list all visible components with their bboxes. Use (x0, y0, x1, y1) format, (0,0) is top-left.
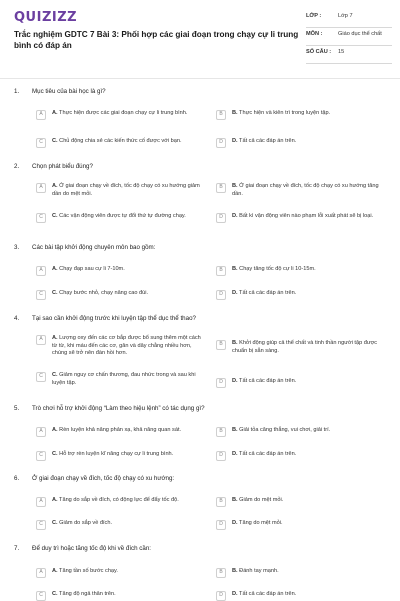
option-label: Tăng do mệt mỏi. (239, 520, 283, 526)
option-text (232, 290, 382, 298)
option-label: Lượng oxy đến các cơ bắp được bổ sung thêm một cách từ từ, khi máu đến các cơ, gân và dây chằng nhiều hơn, chúng sẽ trở nên đàn hồi hơn. (52, 335, 201, 356)
question-text (14, 475, 174, 482)
question-text (14, 545, 151, 552)
option-letter: C. (52, 213, 58, 219)
option-letter: A. (52, 266, 58, 272)
option-letter: C. (52, 372, 58, 378)
option-letter-box[interactable]: B (216, 110, 226, 120)
question-label: Ở giai đoạn chạy về đích, tốc độ chạy có xu hướng: (32, 475, 175, 482)
option-text (232, 451, 382, 459)
option-text (52, 372, 202, 387)
option-text (52, 335, 202, 358)
option-letter-box[interactable]: A (36, 266, 46, 276)
answer-option[interactable] (216, 497, 382, 507)
option-label: Chạy đạp sau cự li 7-10m. (59, 266, 125, 272)
page-title: Trắc nghiệm GDTC 7 Bài 3: Phối hợp các giai đoạn trong chạy cự li trung bình có đáp án (14, 30, 299, 50)
quizizz-logo: QUIZIZZ (14, 10, 78, 25)
answer-option[interactable] (36, 213, 202, 223)
option-text (52, 290, 202, 298)
answer-option[interactable] (36, 183, 202, 198)
option-label: Tăng do sắp về đích, có động lực để đẩy tốc độ. (59, 497, 179, 503)
option-letter: B. (232, 183, 238, 189)
option-text (232, 378, 382, 386)
question-text (14, 405, 205, 412)
option-label: Tất cả các đáp án trên. (239, 591, 297, 597)
option-letter-box[interactable]: C (36, 138, 46, 148)
option-letter: B. (232, 497, 238, 503)
option-label: Chủ động chia sẻ các kiến thức cố được với bạn. (59, 138, 182, 144)
option-letter: B. (232, 110, 238, 116)
option-letter-box[interactable]: D (216, 591, 226, 601)
option-label: Ở giai đoạn chạy về đích, tốc độ chạy có xu hướng giảm dần do mệt mỏi. (52, 183, 200, 197)
option-letter: A. (52, 497, 58, 503)
option-letter-box[interactable]: B (216, 497, 226, 507)
option-text (52, 591, 202, 599)
question-label: Chọn phát biểu đúng? (32, 163, 93, 170)
answer-option[interactable] (216, 290, 382, 300)
option-text (52, 183, 202, 198)
option-letter-box[interactable]: D (216, 138, 226, 148)
option-letter: D. (232, 591, 238, 597)
option-letter: C. (52, 591, 58, 597)
question-text (14, 163, 93, 170)
info-value: 15 (338, 49, 345, 55)
option-label: Rèn luyện khả năng phản xạ, khả năng quan sát. (59, 427, 182, 433)
option-text (232, 110, 382, 118)
option-letter: C. (52, 290, 58, 296)
answer-option[interactable] (36, 290, 202, 300)
question-label: Các bài tập khởi động chuyên môn bao gồm: (32, 244, 156, 251)
option-text (232, 591, 382, 599)
answer-option[interactable] (216, 520, 382, 530)
answer-option[interactable] (216, 451, 382, 461)
option-letter: B. (232, 266, 238, 272)
option-letter-box[interactable]: C (36, 451, 46, 461)
option-text (52, 520, 202, 528)
answer-option[interactable] (36, 110, 202, 120)
header-divider (0, 78, 400, 79)
option-letter-box[interactable]: A (36, 110, 46, 120)
option-label: Khởi động giúp cả thể chất và tinh thần người tập được chuẩn bị sẵn sàng. (232, 340, 378, 354)
option-letter: C. (52, 138, 58, 144)
option-letter-box[interactable]: D (216, 520, 226, 530)
option-label: Bất kì vận động viên nào phạm lỗi xuất phát sẽ bị loại. (239, 213, 374, 219)
option-text (52, 497, 202, 505)
answer-option[interactable] (216, 138, 382, 148)
option-letter: C. (52, 451, 58, 457)
option-label: Giảm nguy cơ chấn thương, đau nhức trong và sau khi luyện tập. (52, 372, 196, 386)
answer-option[interactable] (216, 213, 382, 223)
question-number: 4. (14, 315, 20, 322)
answer-option[interactable] (36, 266, 202, 276)
option-letter: A. (52, 110, 58, 116)
option-letter: D. (232, 138, 238, 144)
question-number: 2. (14, 163, 20, 170)
question-label: Tại sao cần khởi động trước khi luyện tập thể dục thể thao? (32, 315, 196, 322)
answer-option[interactable] (216, 266, 382, 276)
answer-option[interactable] (36, 372, 202, 387)
option-label: Tất cả các đáp án trên. (239, 451, 297, 457)
option-label: Chạy bước nhỏ, chạy nâng cao đùi. (59, 290, 149, 296)
option-label: Tăng tần số bước chạy. (59, 568, 118, 574)
option-letter-box[interactable]: C (36, 591, 46, 601)
option-letter: A. (52, 183, 58, 189)
option-letter: D. (232, 378, 238, 384)
question-number: 1. (14, 88, 20, 95)
option-letter-box[interactable]: A (36, 335, 46, 345)
question-number: 6. (14, 475, 20, 482)
option-text (232, 497, 382, 505)
option-letter-box[interactable]: C (36, 213, 46, 223)
question-number: 3. (14, 244, 20, 251)
answer-option[interactable] (36, 138, 202, 148)
question-number: 5. (14, 405, 20, 412)
answer-option[interactable] (216, 110, 382, 120)
question-text (14, 244, 155, 251)
info-key: LỚP : (306, 13, 322, 19)
option-label: Giảm do mệt mỏi. (239, 497, 284, 503)
option-letter: B. (232, 568, 238, 574)
info-key: SỐ CÂU : (306, 49, 332, 55)
option-letter: D. (232, 213, 238, 219)
option-letter-box[interactable]: D (216, 378, 226, 388)
option-label: Chạy tăng tốc độ cự li 10-15m. (239, 266, 316, 272)
option-label: Thực hiện và kiên trì trong luyện tập. (239, 110, 331, 116)
option-text (52, 568, 202, 576)
answer-option[interactable] (36, 520, 202, 530)
option-letter-box[interactable]: A (36, 183, 46, 193)
option-letter: A. (52, 335, 58, 341)
answer-option[interactable] (216, 183, 382, 198)
info-panel (306, 10, 392, 64)
option-text (232, 427, 382, 435)
question-text (14, 88, 106, 95)
option-letter-box[interactable]: D (216, 451, 226, 461)
option-label: Giải tỏa căng thẳng, vui chơi, giải trí. (239, 427, 331, 433)
option-text (52, 110, 202, 118)
info-row-subject (306, 28, 392, 46)
option-text (52, 451, 202, 459)
option-label: Giảm do sắp về đích. (59, 520, 113, 526)
info-value: Giáo dục thể chất (338, 31, 382, 37)
answer-option[interactable] (36, 497, 202, 507)
option-letter: B. (232, 340, 238, 346)
info-row-class (306, 10, 392, 28)
option-text (232, 138, 382, 146)
option-letter-box[interactable]: C (36, 372, 46, 382)
question-number: 7. (14, 545, 20, 552)
option-letter: A. (52, 568, 58, 574)
answer-option[interactable] (36, 335, 202, 358)
option-letter: D. (232, 451, 238, 457)
question-label: Để duy trì hoặc tăng tốc độ khi về đích cần: (32, 545, 152, 552)
option-letter-box[interactable]: B (216, 340, 226, 350)
option-label: Thực hiện được các giai đoạn chạy cự li trung bình. (59, 110, 188, 116)
option-letter-box[interactable]: A (36, 497, 46, 507)
option-text (232, 340, 382, 355)
answer-option[interactable] (36, 568, 202, 578)
option-letter-box[interactable]: B (216, 266, 226, 276)
question-label: Mục tiêu của bài học là gì? (32, 88, 106, 95)
option-text (52, 427, 202, 435)
option-letter: B. (232, 427, 238, 433)
option-letter: D. (232, 290, 238, 296)
option-label: Hỗ trợ rèn luyện kĩ năng chạy cự li trung bình. (59, 451, 174, 457)
answer-option[interactable] (36, 427, 202, 437)
option-label: Đánh tay mạnh. (239, 568, 279, 574)
option-text (52, 213, 202, 221)
option-text (232, 213, 382, 221)
info-key: MÔN : (306, 31, 323, 37)
option-label: Tất cả các đáp án trên. (239, 290, 297, 296)
option-text (52, 138, 202, 146)
option-letter: D. (232, 520, 238, 526)
option-label: Tất cả các đáp án trên. (239, 138, 297, 144)
option-letter-box[interactable]: B (216, 568, 226, 578)
option-letter-box[interactable]: A (36, 427, 46, 437)
option-letter-box[interactable]: C (36, 290, 46, 300)
option-letter-box[interactable]: C (36, 520, 46, 530)
answer-option[interactable] (216, 378, 382, 388)
answer-option[interactable] (216, 568, 382, 578)
option-letter: C. (52, 520, 58, 526)
option-letter-box[interactable]: D (216, 213, 226, 223)
answer-option[interactable] (36, 451, 202, 461)
option-letter-box[interactable]: A (36, 568, 46, 578)
option-label: Ở giai đoạn chạy về đích, tốc độ chạy có xu hướng tăng dần. (232, 183, 379, 197)
option-label: Tăng độ ngả thân trên. (59, 591, 116, 597)
option-text (232, 183, 382, 198)
info-value: Lớp 7 (338, 13, 353, 19)
option-label: Các vận động viên được tự đổi thứ tự đường chạy. (59, 213, 186, 219)
option-text (232, 568, 382, 576)
option-text (232, 266, 382, 274)
option-text (52, 266, 202, 274)
answer-option[interactable] (216, 427, 382, 437)
option-letter: A. (52, 427, 58, 433)
answer-option[interactable] (216, 340, 382, 355)
option-letter-box[interactable]: B (216, 183, 226, 193)
question-text (14, 315, 196, 322)
question-label: Trò chơi hỗ trợ khởi động “Làm theo hiệu lệnh” có tác dụng gì? (32, 405, 205, 412)
option-letter-box[interactable]: D (216, 290, 226, 300)
option-label: Tất cả các đáp án trên. (239, 378, 297, 384)
option-text (232, 520, 382, 528)
info-row-count (306, 46, 392, 64)
option-letter-box[interactable]: B (216, 427, 226, 437)
